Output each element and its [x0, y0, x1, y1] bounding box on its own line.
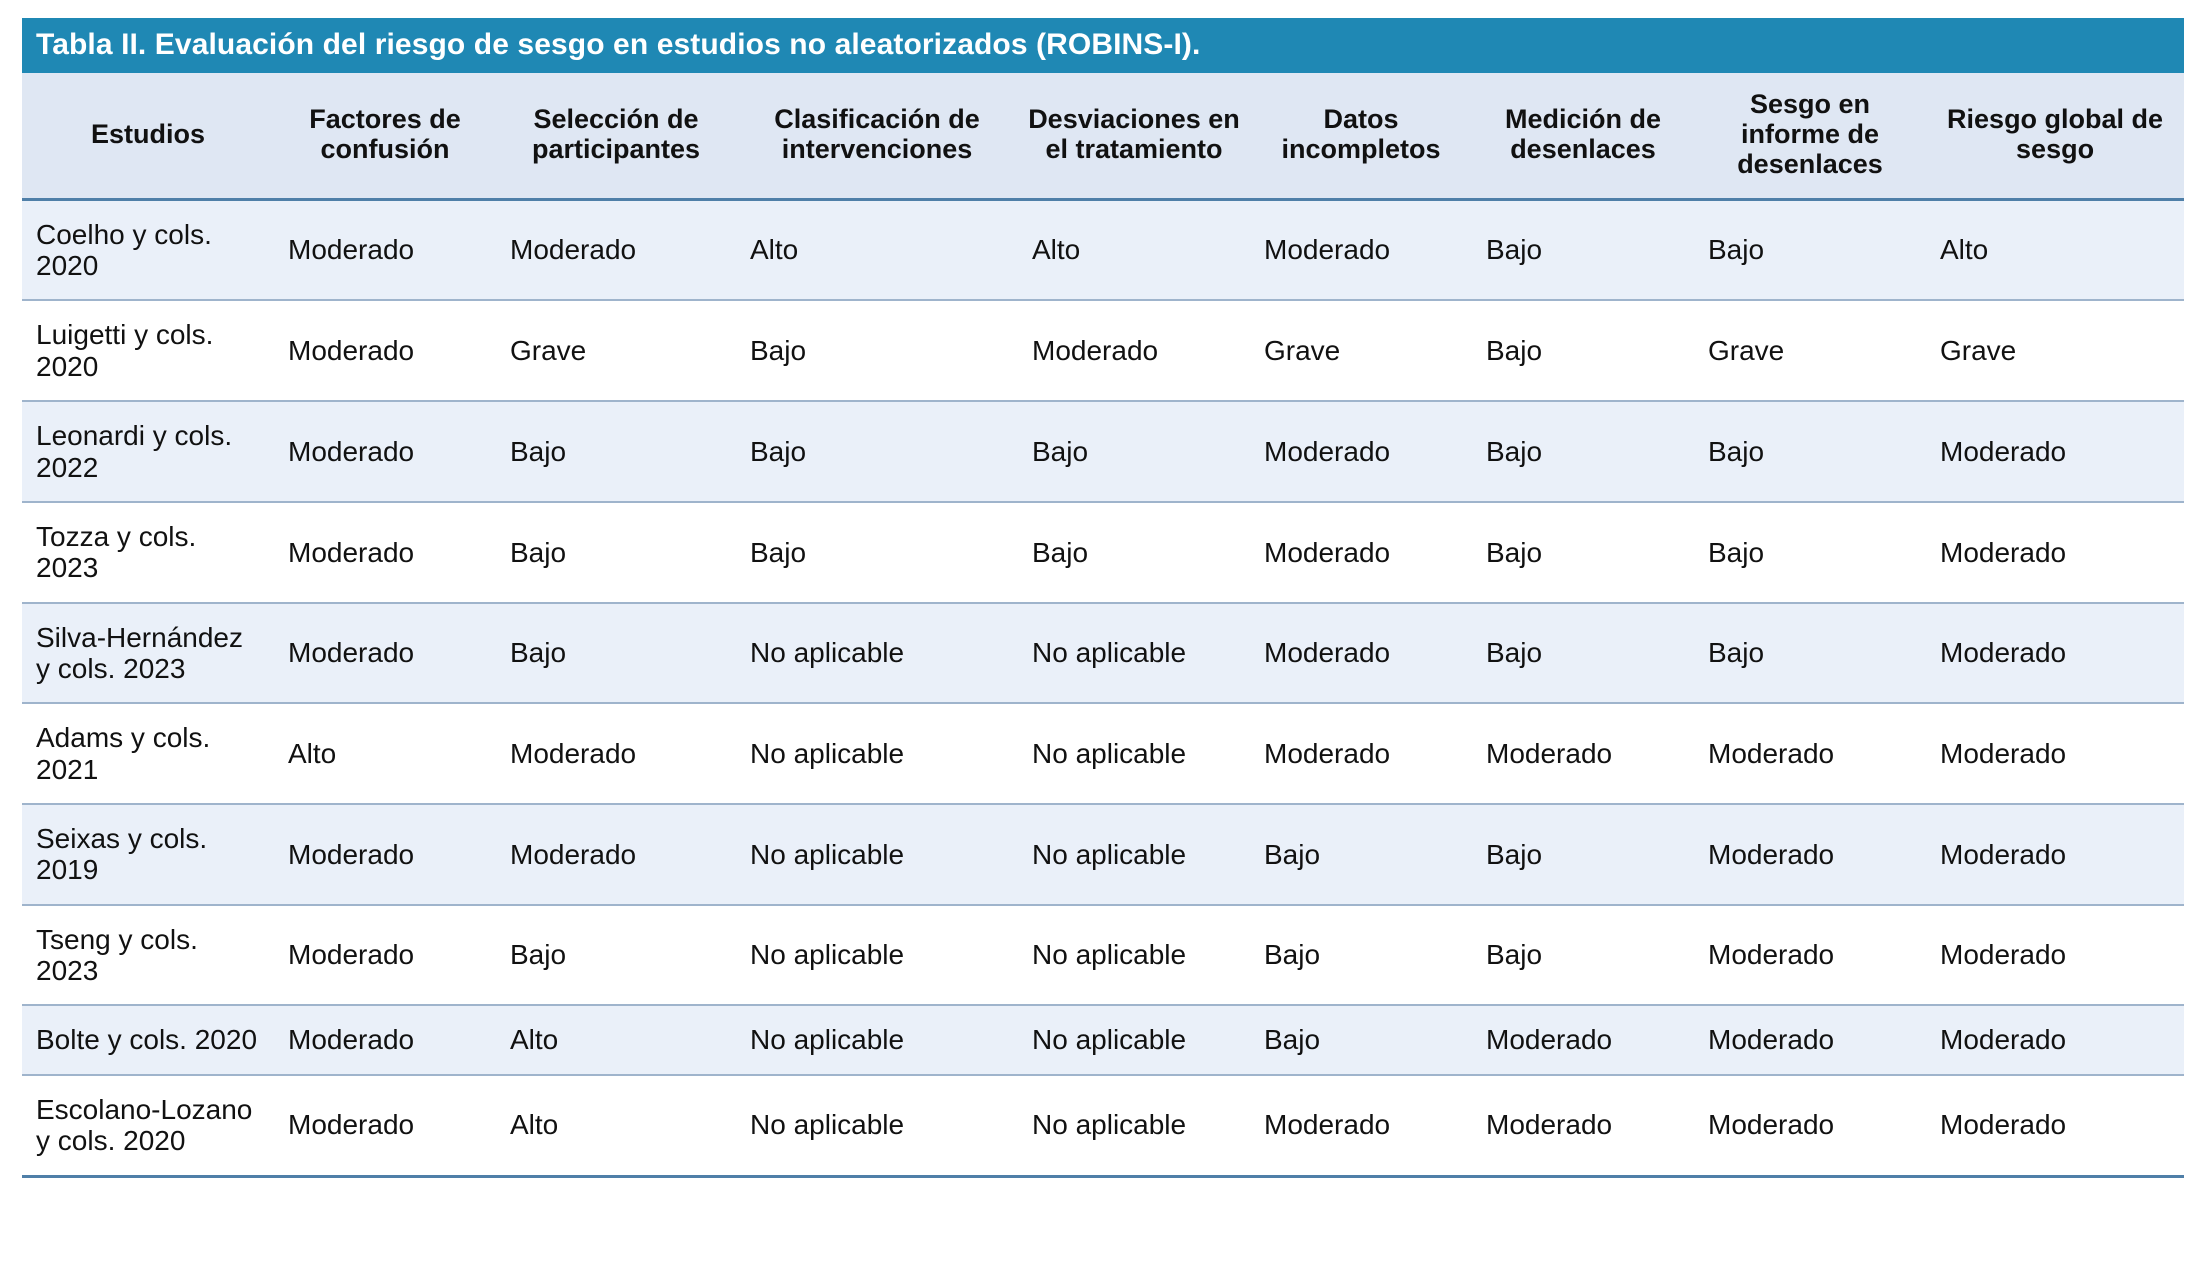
cell-value: Moderado — [496, 804, 736, 905]
column-header-clasificacion-de-intervenciones: Clasificación de intervenciones — [736, 73, 1018, 199]
table-title: Tabla II. Evaluación del riesgo de sesgo en estudios no aleatorizados (ROBINS-I). — [22, 18, 2184, 73]
table-row — [22, 502, 2184, 603]
cell-value: Bajo — [1250, 905, 1472, 1006]
table-row — [22, 1005, 2184, 1074]
study-name: Tozza y cols. 2023 — [22, 502, 274, 603]
cell-value: Moderado — [274, 502, 496, 603]
cell-value: No aplicable — [736, 703, 1018, 804]
cell-value: Moderado — [1250, 703, 1472, 804]
cell-value: Bajo — [1694, 502, 1926, 603]
cell-value: Moderado — [274, 603, 496, 704]
study-name: Luigetti y cols. 2020 — [22, 300, 274, 401]
study-name: Tseng y cols. 2023 — [22, 905, 274, 1006]
cell-value: Bajo — [1250, 1005, 1472, 1074]
table-row — [22, 300, 2184, 401]
cell-value: Bajo — [1694, 603, 1926, 704]
cell-value: No aplicable — [736, 804, 1018, 905]
column-header-seleccion-de-participantes: Selección de participantes — [496, 73, 736, 199]
cell-value: Moderado — [274, 401, 496, 502]
column-header-riesgo-global-de-sesgo: Riesgo global de sesgo — [1926, 73, 2184, 199]
cell-value: Moderado — [496, 199, 736, 300]
cell-value: Bajo — [1694, 199, 1926, 300]
cell-value: Alto — [496, 1005, 736, 1074]
cell-value: Moderado — [1694, 905, 1926, 1006]
cell-value: Bajo — [736, 300, 1018, 401]
cell-value: Bajo — [1472, 905, 1694, 1006]
cell-value: Moderado — [274, 905, 496, 1006]
column-header-datos-incompletos: Datos incompletos — [1250, 73, 1472, 199]
cell-value: Moderado — [1926, 1005, 2184, 1074]
cell-value: Bajo — [1694, 401, 1926, 502]
table-row — [22, 603, 2184, 704]
cell-value: Moderado — [1250, 603, 1472, 704]
cell-value: Moderado — [274, 804, 496, 905]
column-header-medicion-de-desenlaces: Medición de desenlaces — [1472, 73, 1694, 199]
cell-value: Moderado — [1926, 1075, 2184, 1176]
cell-value: Moderado — [1926, 804, 2184, 905]
cell-value: No aplicable — [736, 603, 1018, 704]
cell-value: Moderado — [274, 1005, 496, 1074]
study-name: Bolte y cols. 2020 — [22, 1005, 274, 1074]
cell-value: Bajo — [1472, 502, 1694, 603]
cell-value: Alto — [736, 199, 1018, 300]
study-name: Leonardi y cols. 2022 — [22, 401, 274, 502]
study-name: Silva-Hernández y cols. 2023 — [22, 603, 274, 704]
study-name: Seixas y cols. 2019 — [22, 804, 274, 905]
column-header-sesgo-en-informe-de-desenlaces: Sesgo en informe de desenlaces — [1694, 73, 1926, 199]
table-row — [22, 804, 2184, 905]
cell-value: No aplicable — [1018, 1075, 1250, 1176]
cell-value: Moderado — [1926, 603, 2184, 704]
cell-value: Alto — [274, 703, 496, 804]
cell-value: Moderado — [1250, 199, 1472, 300]
table-header-row — [22, 73, 2184, 199]
table-row — [22, 703, 2184, 804]
robins-i-table — [22, 18, 2184, 1178]
cell-value: Bajo — [1472, 199, 1694, 300]
cell-value: Moderado — [1926, 401, 2184, 502]
study-name: Coelho y cols. 2020 — [22, 199, 274, 300]
cell-value: No aplicable — [736, 1075, 1018, 1176]
cell-value: Alto — [1926, 199, 2184, 300]
study-name: Adams y cols. 2021 — [22, 703, 274, 804]
cell-value: Moderado — [1472, 1005, 1694, 1074]
cell-value: Bajo — [736, 502, 1018, 603]
table-row — [22, 1075, 2184, 1176]
cell-value: Grave — [496, 300, 736, 401]
cell-value: Moderado — [1694, 703, 1926, 804]
cell-value: Moderado — [1250, 1075, 1472, 1176]
cell-value: No aplicable — [736, 1005, 1018, 1074]
cell-value: No aplicable — [1018, 603, 1250, 704]
cell-value: Bajo — [1018, 401, 1250, 502]
cell-value: Bajo — [496, 905, 736, 1006]
table-row — [22, 199, 2184, 300]
cell-value: Grave — [1694, 300, 1926, 401]
cell-value: Moderado — [1926, 502, 2184, 603]
cell-value: No aplicable — [736, 905, 1018, 1006]
column-header-estudios: Estudios — [22, 73, 274, 199]
cell-value: Bajo — [1472, 804, 1694, 905]
cell-value: Bajo — [496, 502, 736, 603]
column-header-factores-de-confusion: Factores de confusión — [274, 73, 496, 199]
cell-value: Bajo — [496, 603, 736, 704]
cell-value: Bajo — [1250, 804, 1472, 905]
cell-value: Moderado — [274, 199, 496, 300]
cell-value: No aplicable — [1018, 905, 1250, 1006]
cell-value: Bajo — [1472, 300, 1694, 401]
cell-value: No aplicable — [1018, 1005, 1250, 1074]
cell-value: Grave — [1250, 300, 1472, 401]
cell-value: Bajo — [1472, 401, 1694, 502]
study-name: Escolano-Lozano y cols. 2020 — [22, 1075, 274, 1176]
cell-value: Moderado — [1018, 300, 1250, 401]
cell-value: Moderado — [1926, 905, 2184, 1006]
cell-value: Moderado — [1472, 1075, 1694, 1176]
cell-value: Moderado — [1694, 1075, 1926, 1176]
cell-value: Moderado — [1250, 502, 1472, 603]
cell-value: Bajo — [496, 401, 736, 502]
cell-value: Grave — [1926, 300, 2184, 401]
cell-value: Moderado — [1472, 703, 1694, 804]
cell-value: Alto — [496, 1075, 736, 1176]
table-container — [22, 18, 2184, 1178]
cell-value: No aplicable — [1018, 804, 1250, 905]
table-body — [22, 199, 2184, 1176]
table-title-row — [22, 18, 2184, 73]
cell-value: Bajo — [1472, 603, 1694, 704]
cell-value: Alto — [1018, 199, 1250, 300]
cell-value: Moderado — [496, 703, 736, 804]
cell-value: Bajo — [736, 401, 1018, 502]
cell-value: Moderado — [1694, 1005, 1926, 1074]
table-row — [22, 905, 2184, 1006]
cell-value: Moderado — [274, 300, 496, 401]
cell-value: Bajo — [1018, 502, 1250, 603]
cell-value: Moderado — [274, 1075, 496, 1176]
cell-value: Moderado — [1250, 401, 1472, 502]
cell-value: Moderado — [1926, 703, 2184, 804]
cell-value: Moderado — [1694, 804, 1926, 905]
column-header-desviaciones-en-el-tratamiento: Desviaciones en el tratamiento — [1018, 73, 1250, 199]
table-row — [22, 401, 2184, 502]
cell-value: No aplicable — [1018, 703, 1250, 804]
